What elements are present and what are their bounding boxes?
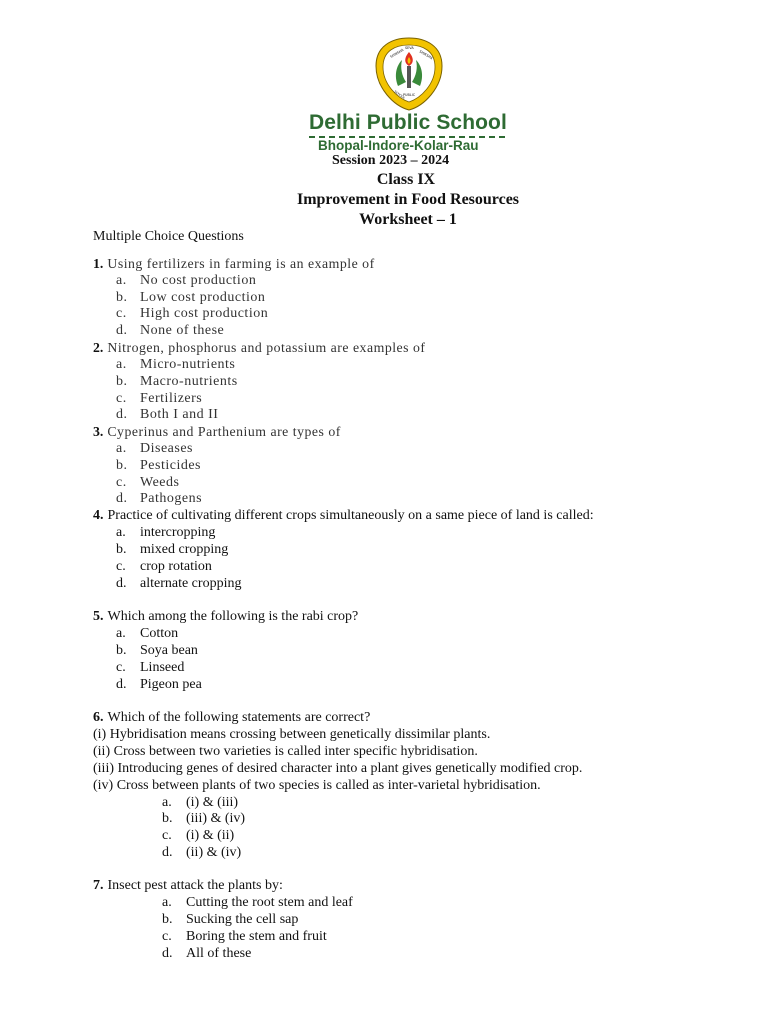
school-branch: Bhopal-Indore-Kolar-Rau [318, 138, 479, 153]
question-7-option-c: c. Boring the stem and fruit [162, 929, 327, 944]
question-2-option-b: b. Macro-nutrients [116, 374, 238, 389]
question-7-option-d: d. All of these [162, 946, 252, 961]
question-4-option-c: c. crop rotation [116, 559, 212, 574]
question-3-option-a: a. Diseases [116, 441, 193, 456]
question-6-option-d: d. (ii) & (iv) [162, 845, 242, 860]
question-5-option-b: b. Soya bean [116, 643, 198, 658]
question-5-option-d: d. Pigeon pea [116, 677, 202, 692]
question-5: 5. Which among the following is the rabi crop? [93, 609, 359, 624]
session: Session 2023 – 2024 [332, 153, 450, 168]
question-6-option-c: c. (i) & (ii) [162, 828, 235, 843]
question-6-statement-2: (ii) Cross between two varieties is called inter specific hybridisation. [93, 744, 478, 759]
class-title: Class IX [376, 171, 436, 188]
question-2-option-a: a. Micro-nutrients [116, 357, 236, 372]
question-3-option-d: d. Pathogens [116, 491, 203, 506]
question-4-option-b: b. mixed cropping [116, 542, 229, 557]
question-1-option-a: a. No cost production [116, 273, 257, 288]
question-1: 1. Using fertilizers in farming is an example of [93, 256, 375, 271]
question-2-option-c: c. Fertilizers [116, 391, 203, 406]
question-4-option-a: a. intercropping [116, 525, 216, 540]
question-1-option-d: d. None of these [116, 323, 225, 338]
section-title: Multiple Choice Questions [93, 229, 244, 244]
logo-text-4: PUBLIC [403, 93, 416, 97]
question-2: 2. Nitrogen, phosphorus and potassium are examples of [93, 340, 426, 355]
question-1-option-c: c. High cost production [116, 306, 269, 321]
question-6-statement-1: (i) Hybridisation means crossing between genetically dissimilar plants. [93, 727, 491, 742]
question-6: 6. Which of the following statements are correct? [93, 710, 371, 725]
school-logo [372, 36, 446, 112]
question-3: 3. Cyperinus and Parthenium are types of [93, 424, 341, 439]
logo-text-2: SEVA [405, 46, 414, 50]
school-name: Delhi Public School [309, 111, 507, 134]
question-2-option-d: d. Both I and II [116, 407, 219, 422]
question-6-option-a: a. (i) & (iii) [162, 795, 239, 810]
question-6-statement-3: (iii) Introducing genes of desired character into a plant gives genetically modified crop. [93, 761, 583, 776]
question-4: 4. Practice of cultivating different crops simultaneously on a same piece of land is called: [93, 508, 594, 523]
question-6-statement-4: (iv) Cross between plants of two species is called as inter-varietal hybridisation. [93, 778, 541, 793]
question-5-option-c: c. Linseed [116, 660, 185, 675]
question-6-option-b: b. (iii) & (iv) [162, 811, 246, 826]
question-7: 7. Insect pest attack the plants by: [93, 878, 283, 893]
worksheet-title: Worksheet – 1 [359, 211, 457, 228]
question-7-option-a: a. Cutting the root stem and leaf [162, 895, 353, 910]
logo-text-5: SCHOOL [393, 89, 407, 101]
question-7-option-b: b. Sucking the cell sap [162, 912, 299, 927]
logo-text-1: SHIKSHA [389, 47, 405, 59]
question-4-option-d: d. alternate cropping [116, 576, 242, 591]
question-1-option-b: b. Low cost production [116, 290, 266, 305]
logo-text-3: SHIKSHA [418, 49, 434, 61]
question-3-option-c: c. Weeds [116, 475, 180, 490]
question-5-option-a: a. Cotton [116, 626, 179, 641]
question-3-option-b: b. Pesticides [116, 458, 201, 473]
subject-title: Improvement in Food Resources [296, 191, 520, 208]
